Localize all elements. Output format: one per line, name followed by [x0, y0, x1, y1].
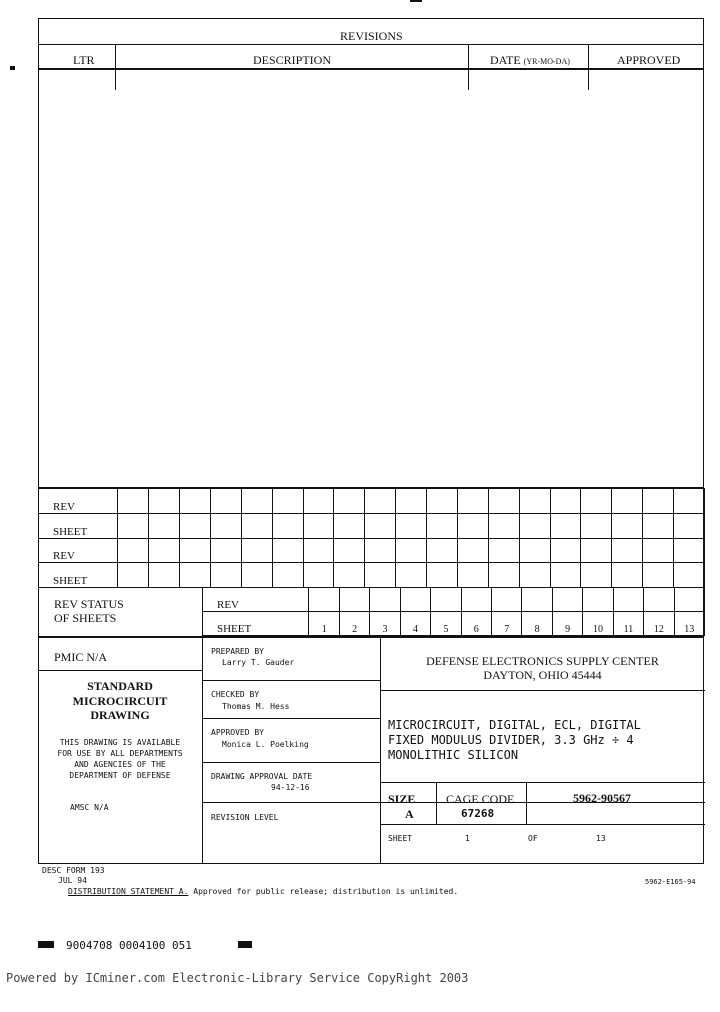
agency-line-1: DEFENSE ELECTRONICS SUPPLY CENTER: [426, 654, 659, 668]
col-date-label: DATE: [490, 53, 521, 67]
standard-line-3: DRAWING: [90, 708, 150, 722]
prepared-label: PREPARED BY: [211, 647, 264, 656]
sheet-label-tb: SHEET: [388, 834, 413, 843]
prepared-name: Larry T. Gauder: [222, 658, 295, 667]
powered-by: Powered by ICminer.com Electronic-Library Service CopyRight 2003: [6, 971, 469, 985]
revision-level-label: REVISION LEVEL: [211, 813, 279, 822]
sheet-number: 7: [492, 612, 522, 636]
divider: [380, 690, 705, 691]
scan-mark: [10, 66, 15, 70]
form-date: JUL 94: [58, 876, 87, 885]
divider: [380, 824, 705, 825]
size-label: SIZE: [388, 792, 416, 806]
standard-line-2: MICROCIRCUIT: [72, 694, 168, 708]
sheet-value: 1: [465, 834, 470, 843]
divider: [38, 44, 704, 45]
sheet-number: 4: [400, 612, 430, 636]
sheet-number: 1: [309, 612, 339, 636]
distribution-statement: [68, 887, 458, 896]
col-ltr: LTR: [73, 53, 95, 67]
divider: [202, 680, 380, 681]
divider: [38, 636, 704, 638]
barcode-bar-right: [238, 941, 252, 948]
sheet-number: 12: [644, 612, 674, 636]
rev-status-label-2: OF SHEETS: [54, 611, 117, 625]
sheet-number: 6: [461, 612, 491, 636]
size-value: A: [405, 807, 414, 821]
checked-name: Thomas M. Hess: [222, 702, 290, 711]
divider: [436, 782, 437, 824]
divider: [380, 782, 705, 783]
status-sheet-label: SHEET: [203, 612, 309, 636]
divider: [468, 44, 469, 90]
title-line-1: MICROCIRCUIT, DIGITAL, ECL, DIGITAL: [388, 718, 641, 732]
sheet-label: SHEET: [39, 563, 118, 588]
sheet-of-label: OF: [528, 834, 538, 843]
divider: [38, 68, 704, 70]
revisions-title: REVISIONS: [340, 29, 403, 43]
sheet-number: 10: [583, 612, 613, 636]
sheet-total: 13: [596, 834, 606, 843]
standard-line-1: STANDARD: [87, 679, 153, 693]
col-date-format: (YR-MO-DA): [523, 57, 570, 66]
divider: [38, 670, 202, 671]
rev-grid: [38, 488, 705, 588]
title-line-3: MONOLITHIC SILICON: [388, 748, 519, 762]
checked-label: CHECKED BY: [211, 690, 260, 699]
status-rev-label: REV: [203, 588, 309, 612]
availability-line-4: DEPARTMENT OF DEFENSE: [69, 771, 171, 780]
distribution-label: DISTRIBUTION STATEMENT A.: [68, 887, 189, 896]
sheet-number: 9: [552, 612, 582, 636]
title-line-2: FIXED MODULUS DIVIDER, 3.3 GHz ÷ 4: [388, 733, 634, 747]
form-number: DESC FORM 193: [42, 866, 105, 875]
col-description: DESCRIPTION: [253, 53, 332, 67]
availability-line-3: AND AGENCIES OF THE: [74, 760, 166, 769]
divider: [202, 718, 380, 719]
sheet-number: 8: [522, 612, 552, 636]
sheet-number: 11: [613, 612, 643, 636]
sheet-number: 3: [370, 612, 400, 636]
form-code: 5962-E165-94: [645, 878, 696, 886]
scan-mark: [410, 0, 422, 2]
approved-by-name: Monica L. Poelking: [222, 740, 309, 749]
sheet-number: 5: [431, 612, 461, 636]
approval-date-value: 94-12-16: [271, 783, 310, 792]
sheet-number: 13: [674, 612, 704, 636]
sheet-label: SHEET: [39, 514, 118, 539]
divider: [202, 762, 380, 763]
pmic: PMIC N/A: [54, 650, 108, 664]
approval-date-label: DRAWING APPROVAL DATE: [211, 772, 313, 781]
agency-line-2: DAYTON, OHIO 45444: [483, 668, 602, 682]
rev-status-label-1: REV STATUS: [54, 597, 124, 611]
divider: [115, 44, 116, 90]
rev-label: REV: [39, 539, 118, 563]
barcode-text: 9004708 0004100 051: [66, 939, 192, 952]
availability-line-1: THIS DRAWING IS AVAILABLE: [59, 738, 181, 747]
divider: [588, 44, 589, 90]
cage-label: CAGE CODE: [446, 792, 515, 806]
barcode-bar-left: [38, 941, 54, 948]
amsc: AMSC N/A: [70, 803, 109, 812]
availability-line-2: FOR USE BY ALL DEPARTMENTS: [57, 749, 183, 758]
sheet-number: 2: [339, 612, 369, 636]
rev-label: REV: [39, 489, 118, 514]
distribution-text: Approved for public release; distribution is unlimited.: [193, 887, 459, 896]
rev-status-grid: [202, 587, 705, 636]
col-approved: APPROVED: [617, 53, 681, 67]
drawing-number: 5962-90567: [573, 791, 631, 805]
approved-by-label: APPROVED BY: [211, 728, 264, 737]
cage-value: 67268: [461, 807, 495, 820]
divider: [526, 782, 527, 824]
col-date: [490, 53, 570, 68]
